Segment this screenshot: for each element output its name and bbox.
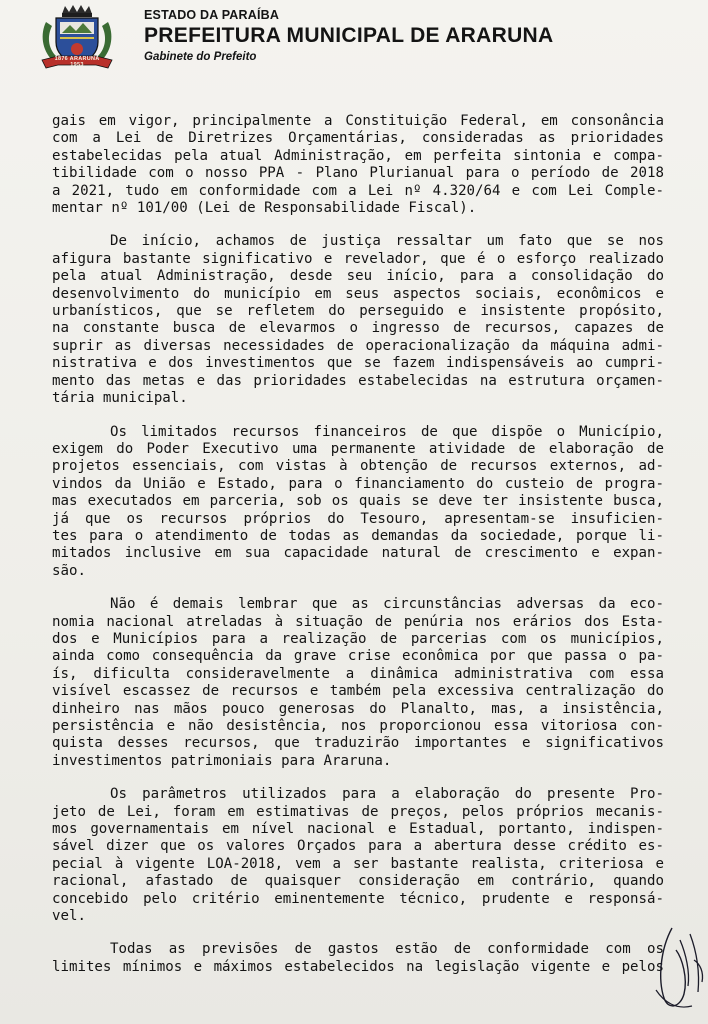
crest-year-right: 1953 xyxy=(70,62,84,68)
text-line: concebido pelo critério eminentemente técnico, prudente e responsá- xyxy=(52,890,664,907)
text-line: Os parâmetros utilizados para a elaboração do presente Pro- xyxy=(110,786,664,803)
text-line: Não é demais lembrar que as circunstâncias adversas da eco- xyxy=(110,596,664,613)
text-line: Todas as previsões de gastos estão de conformidade com os xyxy=(110,941,664,958)
text-line: urbanísticos, que se refletem do perseguido e insistente propósito, xyxy=(52,303,664,320)
text-line: mentar nº 101/00 (Lei de Responsabilidade Fiscal). xyxy=(52,200,477,217)
document-body xyxy=(52,113,664,992)
text-line: dos e Municípios para a realização de parcerias com os municípios, xyxy=(52,630,664,647)
handwritten-initials-icon xyxy=(650,920,708,1015)
text-line: vel. xyxy=(52,908,86,925)
text-line: dinheiro nas mãos pouco generosas do Planalto, mas, a insistência, xyxy=(52,700,664,717)
text-line: na constante busca de elevarmos o ingresso de recursos, capazes de xyxy=(52,320,664,337)
text-line: afigura bastante significativo e revelador, que é o esforço realizado xyxy=(52,250,664,267)
text-line: tária municipal. xyxy=(52,390,188,407)
municipality-title: PREFEITURA MUNICIPAL DE ARARUNA xyxy=(144,24,554,47)
text-line: projetos essenciais, com vistas à obtenção de recursos externos, ad- xyxy=(52,458,664,475)
text-line: são. xyxy=(52,562,86,579)
crest-ribbon-label: ARARUNA xyxy=(69,56,100,62)
text-line: mento das metas e das prioridades estabelecidas na estrutura orçamen- xyxy=(52,372,664,389)
text-line: pecial à vigente LOA-2018, vem a ser bastante realista, criteriosa e xyxy=(52,855,664,872)
text-line: nistrativa e dos investimentos que se fazem indispensáveis ao cumpri- xyxy=(52,355,664,372)
text-line: tes para o atendimento de todas as demandas da sociedade, porque li- xyxy=(52,527,664,544)
paragraph-1 xyxy=(52,113,664,217)
text-line: exigem do Poder Executivo uma permanente atividade de elaboração de xyxy=(52,440,664,457)
paragraph-4 xyxy=(52,596,664,770)
office-name: Gabinete do Prefeito xyxy=(144,51,257,63)
crest-ribbon-text xyxy=(50,56,104,68)
paragraph-6 xyxy=(52,941,664,976)
text-line: racional, afastado de quaisquer consideração em contrário, quando xyxy=(52,873,664,890)
text-line: vindos da União e Estado, para o financiamento do custeio de progra- xyxy=(52,475,664,492)
text-line: desenvolvimento do município em seus aspectos sociais, econômicos e xyxy=(52,285,664,302)
text-line: visível escassez de recursos e também pela excessiva centralização do xyxy=(52,683,664,700)
text-line: com a Lei de Diretrizes Orçamentárias, consideradas as prioridades xyxy=(52,130,664,147)
text-line: mitados inclusive em sua capacidade natural de crescimento e expan- xyxy=(52,545,664,562)
text-line: suprir as diversas necessidades de operacionalização da máquina admi- xyxy=(52,337,664,354)
text-line: limites mínimos e máximos estabelecidos na legislação vigente e pelos xyxy=(52,958,664,975)
crest-year-left: 1876 xyxy=(54,56,69,62)
text-line: estabelecidas pela atual Administração, em perfeita sintonia e compa- xyxy=(52,147,664,164)
text-line: tibilidade com o nosso PPA - Plano Plurianual para o período de 2018 xyxy=(52,165,664,182)
state-name: ESTADO DA PARAÍBA xyxy=(144,8,280,22)
letterhead xyxy=(144,8,664,63)
text-line: nomia nacional atreladas à situação de penúria nos erários dos Esta- xyxy=(52,613,664,630)
text-line: jeto de Lei, foram em estimativas de preços, pelos próprios mecanis- xyxy=(52,803,664,820)
text-line: sável dizer que os valores Orçados para a abertura desse crédito es- xyxy=(52,838,664,855)
text-line: a 2021, tudo em conformidade com a Lei nº 4.320/64 e com Lei Comple- xyxy=(52,182,664,199)
text-line: quista desses recursos, que traduzirão importantes e significativos xyxy=(52,735,664,752)
text-line: investimentos patrimoniais para Araruna. xyxy=(52,752,392,769)
paragraph-2 xyxy=(52,233,664,407)
text-line: persistência e não desistência, nos proporcionou essa vitoriosa con- xyxy=(52,718,664,734)
text-line: mas executados em parceria, sob os quais se deve ter insistente busca, xyxy=(52,493,664,510)
text-line: já que os recursos próprios do Tesouro, apresentam-se insuficien- xyxy=(52,510,664,527)
text-line: pela atual Administração, desde seu início, para a consolidação do xyxy=(52,268,664,285)
text-line: gais em vigor, principalmente a Constituição Federal, em consonância xyxy=(52,113,664,129)
paragraph-5 xyxy=(52,786,664,925)
text-line: Os limitados recursos financeiros de que dispõe o Município, xyxy=(110,423,664,440)
paragraph-3 xyxy=(52,424,664,581)
text-line: De início, achamos de justiça ressaltar um fato que se nos xyxy=(110,233,664,250)
text-line: mos governamentais em nível nacional e Estadual, portanto, indispen- xyxy=(52,821,664,838)
text-line: ainda como consequência da grave crise econômica por que passa o pa- xyxy=(52,648,664,665)
text-line: ís, dificulta consideravelmente a dinâmica administrativa com essa xyxy=(52,665,664,682)
